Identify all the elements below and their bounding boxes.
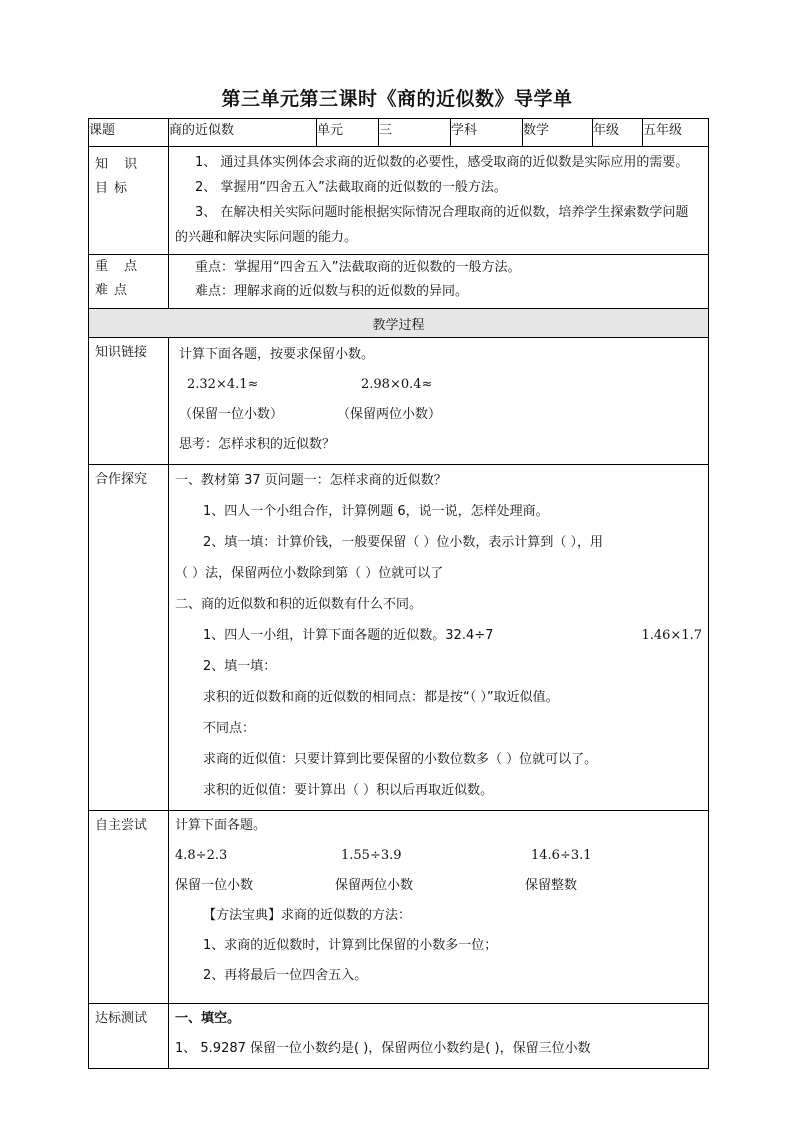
subject-value: 数学 — [523, 119, 593, 147]
test-label: 达标测试 — [89, 1004, 169, 1069]
self-method-1: 1、求商的近似数时，计算到比保留的小数多一位； — [203, 938, 498, 953]
self-req-1: 保留一位小数 — [175, 878, 254, 893]
self-label: 自主尝试 — [89, 811, 169, 1004]
goals-row — [89, 147, 709, 255]
self-intro: 计算下面各题。 — [175, 818, 267, 833]
coop-s1-1: 1、四人一个小组合作，计算例题 6，说一说，怎样处理商。 — [203, 504, 549, 519]
self-expr-3: 14.6÷3.1 — [531, 848, 592, 863]
link-expr-2: 2.98×0.4≈ — [361, 377, 433, 392]
page-title: 第三单元第三课时《商的近似数》导学单 — [221, 88, 573, 110]
coop-s1: 一、教材第 37 页问题一：怎样求商的近似数？ — [175, 473, 447, 488]
link-note-1: （保留一位小数） — [179, 407, 284, 422]
coop-s2: 二、商的近似数和积的近似数有什么不同。 — [175, 597, 423, 612]
focus-label-line2: 难点 — [95, 283, 134, 298]
topic-value: 商的近似数 — [169, 119, 317, 147]
coop-s2-1: 1、四人一小组，计算下面各题的近似数。32.4÷7 — [203, 628, 494, 643]
header-row — [89, 119, 709, 147]
goals-label-cell — [89, 147, 169, 255]
focus-difficult: 难点：理解求商的近似数与积的近似数的异同。 — [195, 284, 469, 299]
coop-s1-2b: （ ）法，保留两位小数除到第（ ）位就可以了 — [175, 566, 444, 581]
test-q1: 1、 5.9287 保留一位小数约是( )，保留两位小数约是( )，保留三位小数 — [175, 1041, 591, 1056]
coop-diff-1: 求商的近似值：只要计算到比要保留的小数位数多（ ）位就可以了。 — [203, 752, 598, 767]
self-row — [89, 811, 709, 1004]
self-expr-1: 4.8÷2.3 — [175, 848, 228, 863]
focus-key: 重点：掌握用“四舍五入”法截取商的近似数的一般方法。 — [195, 260, 521, 275]
unit-label: 单元 — [317, 119, 379, 147]
self-expr-2: 1.55÷3.9 — [341, 848, 402, 863]
focus-label-cell — [89, 255, 169, 309]
topic-label: 课题 — [89, 119, 169, 147]
unit-value: 三 — [379, 119, 451, 147]
test-heading: 一、填空。 — [175, 1011, 241, 1026]
goal-item-2: 2、 掌握用“四舍五入”法截取商的近似数的一般方法。 — [195, 180, 507, 195]
goal-item-3a: 3、 在解决相关实际问题时能根据实际情况合理取商的近似数，培养学生探索数学问题 — [195, 205, 689, 220]
goal-item-3b: 的兴趣和解决实际问题的能力。 — [175, 230, 358, 245]
link-expr-1: 2.32×4.1≈ — [187, 377, 259, 392]
link-content — [169, 338, 709, 465]
link-label: 知识链接 — [89, 338, 169, 465]
process-title: 教学过程 — [89, 309, 709, 338]
self-req-3: 保留整数 — [525, 878, 578, 893]
goals-label-line2: 目标 — [95, 181, 134, 196]
test-content — [169, 1004, 709, 1069]
self-method-title: 【方法宝典】求商的近似数的方法： — [203, 908, 412, 923]
coop-diff-label: 不同点： — [203, 721, 256, 736]
coop-row — [89, 465, 709, 811]
worksheet-table — [88, 118, 709, 1069]
coop-s2-2: 2、填一填： — [203, 659, 277, 674]
focus-content — [169, 255, 709, 309]
coop-same: 求积的近似数和商的近似数的相同点：都是按“（ ）”取近似值。 — [203, 690, 559, 705]
self-method-2: 2、再将最后一位四舍五入。 — [203, 968, 368, 983]
link-think: 思考：怎样求积的近似数？ — [179, 437, 336, 452]
focus-row — [89, 255, 709, 309]
grade-value: 五年级 — [643, 119, 709, 147]
link-intro: 计算下面各题，按要求保留小数。 — [179, 347, 375, 362]
focus-label-line1: 重 点 — [95, 259, 144, 274]
coop-label: 合作探究 — [89, 465, 169, 811]
goals-content — [169, 147, 709, 255]
link-note-2: （保留两位小数） — [337, 407, 442, 422]
goal-item-1: 1、 通过具体实例体会求商的近似数的必要性，感受取商的近似数是实际应用的需要。 — [195, 155, 689, 170]
coop-diff-2: 求积的近似值：要计算出（ ）积以后再取近似数。 — [203, 783, 494, 798]
grade-label: 年级 — [593, 119, 643, 147]
self-req-2: 保留两位小数 — [335, 878, 414, 893]
link-row — [89, 338, 709, 465]
goals-label-line1: 知 识 — [95, 157, 144, 172]
subject-label: 学科 — [451, 119, 523, 147]
coop-s2-1-expr: 1.46×1.7 — [641, 628, 702, 643]
test-row — [89, 1004, 709, 1069]
coop-s1-2a: 2、填一填：计算价钱，一般要保留（ ）位小数，表示计算到（ ），用 — [203, 535, 604, 550]
self-content — [169, 811, 709, 1004]
coop-content — [169, 465, 709, 811]
process-section-row — [89, 309, 709, 338]
